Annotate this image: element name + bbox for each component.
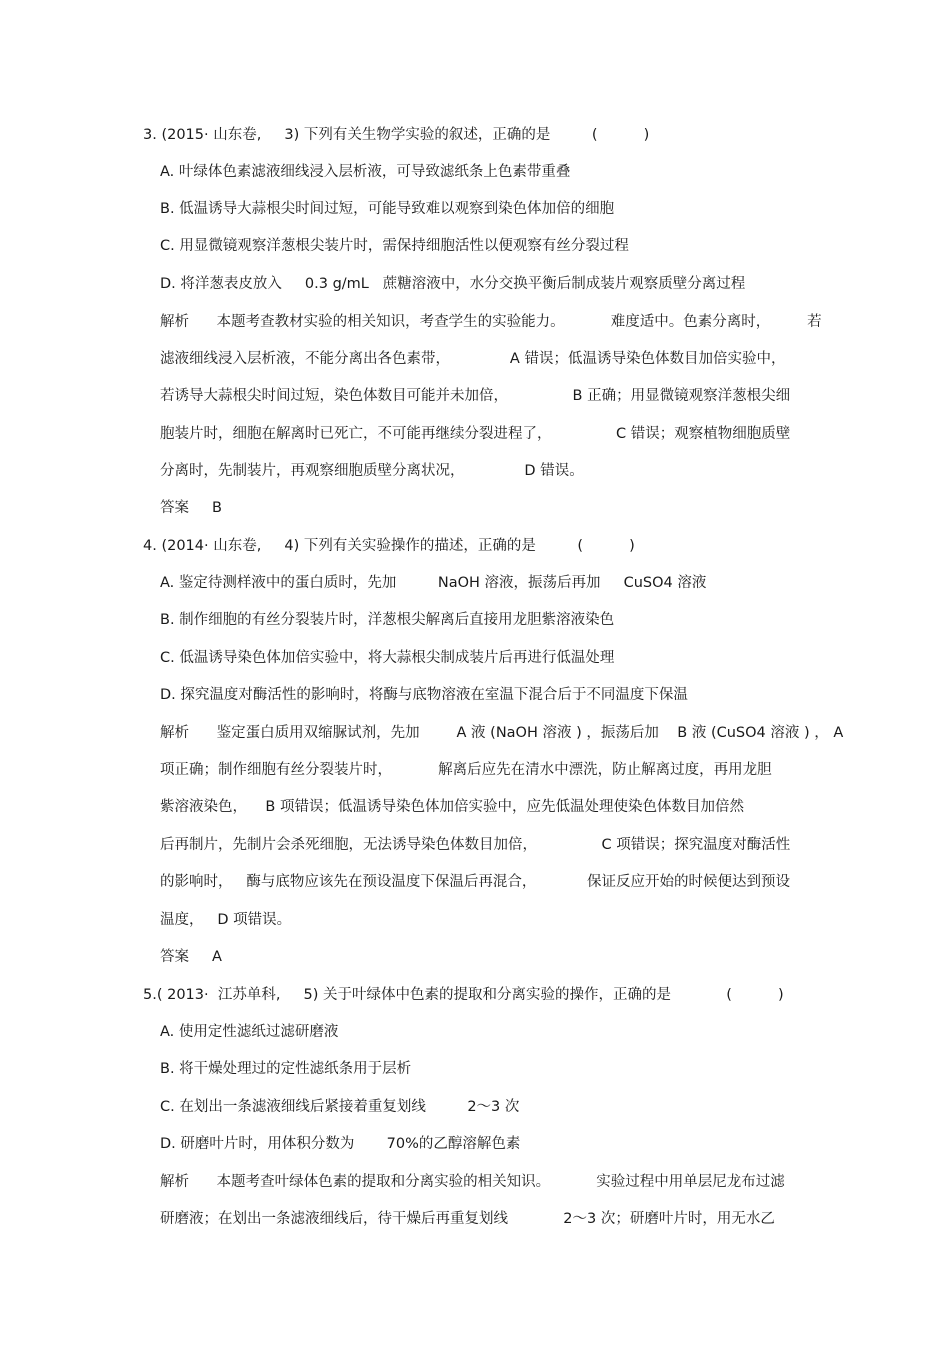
question-3-answer: 答案 B <box>160 500 222 516</box>
question-5-stem: 5.( 2013· 江苏单科, 5) 关于叶绿体中色素的提取和分离实验的操作，正确的是 ( ) <box>143 987 784 1003</box>
question-4-option-d: D. 探究温度对酶活性的影响时，将酶与底物溶液在室温下混合后于不同温度下保温 <box>160 687 688 703</box>
question-4-analysis-line: 项正确；制作细胞有丝分裂装片时， 解离后应先在清水中漂洗，防止解离过度，再用龙胆 <box>160 762 772 778</box>
question-3-analysis-line: 若诱导大蒜根尖时间过短，染色体数目可能并未加倍， B 正确；用显微镜观察洋葱根尖细 <box>160 388 791 404</box>
question-3-analysis-line: 滤液细线浸入层析液，不能分离出各色素带， A 错误；低温诱导染色体数目加倍实验中， <box>160 351 786 367</box>
question-5-option-d: D. 研磨叶片时，用体积分数为 70%的乙醇溶解色素 <box>160 1136 521 1152</box>
question-4-analysis-line: 后再制片，先制片会杀死细胞，无法诱导染色体数目加倍， C 项错误；探究温度对酶活性 <box>160 837 791 853</box>
question-5-analysis-line: 解析 本题考查叶绿体色素的提取和分离实验的相关知识。 实验过程中用单层尼龙布过滤 <box>160 1174 785 1190</box>
question-4-analysis-line: 解析 鉴定蛋白质用双缩脲试剂，先加 A 液 (NaOH 溶液 ) ，振荡后加 B 液 (CuSO4 溶液 ) ， A <box>160 725 844 741</box>
question-4-option-b: B. 制作细胞的有丝分裂装片时，洋葱根尖解离后直接用龙胆紫溶液染色 <box>160 612 615 628</box>
question-3-analysis-line: 胞装片时，细胞在解离时已死亡，不可能再继续分裂进程了， C 错误；观察植物细胞质壁 <box>160 426 791 442</box>
question-3-option-b: B. 低温诱导大蒜根尖时间过短，可能导致难以观察到染色体加倍的细胞 <box>160 201 615 217</box>
question-3-option-d: D. 将洋葱表皮放入 0.3 g/mL 蔗糖溶液中，水分交换平衡后制成装片观察质壁分离过程 <box>160 276 746 292</box>
question-4-answer: 答案 A <box>160 949 222 965</box>
question-5-option-a: A. 使用定性滤纸过滤研磨液 <box>160 1024 339 1040</box>
question-3-analysis-line: 解析 本题考查教材实验的相关知识，考查学生的实验能力。 难度适中。色素分离时， 若 <box>160 314 822 330</box>
question-4-option-a: A. 鉴定待测样液中的蛋白质时，先加 NaOH 溶液，振荡后再加 CuSO4 溶液 <box>160 575 707 591</box>
question-5-option-c: C. 在划出一条滤液细线后紧接着重复划线 2～3 次 <box>160 1099 520 1115</box>
question-4-option-c: C. 低温诱导染色体加倍实验中，将大蒜根尖制成装片后再进行低温处理 <box>160 650 615 666</box>
question-5-analysis-line: 研磨液；在划出一条滤液细线后，待干燥后再重复划线 2～3 次；研磨叶片时，用无水乙 <box>160 1211 775 1227</box>
question-4-analysis-line: 的影响时， 酶与底物应该先在预设温度下保温后再混合， 保证反应开始的时候便达到预设 <box>160 874 791 890</box>
question-3-option-a: A. 叶绿体色素滤液细线浸入层析液，可导致滤纸条上色素带重叠 <box>160 164 571 180</box>
question-3-option-c: C. 用显微镜观察洋葱根尖装片时，需保持细胞活性以便观察有丝分裂过程 <box>160 238 629 254</box>
question-4-stem: 4. (2014· 山东卷, 4) 下列有关实验操作的描述，正确的是 ( ) <box>143 538 635 554</box>
question-4-analysis-line: 温度， D 项错误。 <box>160 912 292 928</box>
question-3-analysis-line: 分离时，先制装片，再观察细胞质壁分离状况， D 错误。 <box>160 463 584 479</box>
question-5-option-b: B. 将干燥处理过的定性滤纸条用于层析 <box>160 1061 412 1077</box>
question-4-analysis-line: 紫溶液染色， B 项错误；低温诱导染色体加倍实验中，应先低温处理使染色体数目加倍然 <box>160 799 744 815</box>
question-3-stem: 3. (2015· 山东卷, 3) 下列有关生物学实验的叙述，正确的是 ( ) <box>143 127 650 143</box>
